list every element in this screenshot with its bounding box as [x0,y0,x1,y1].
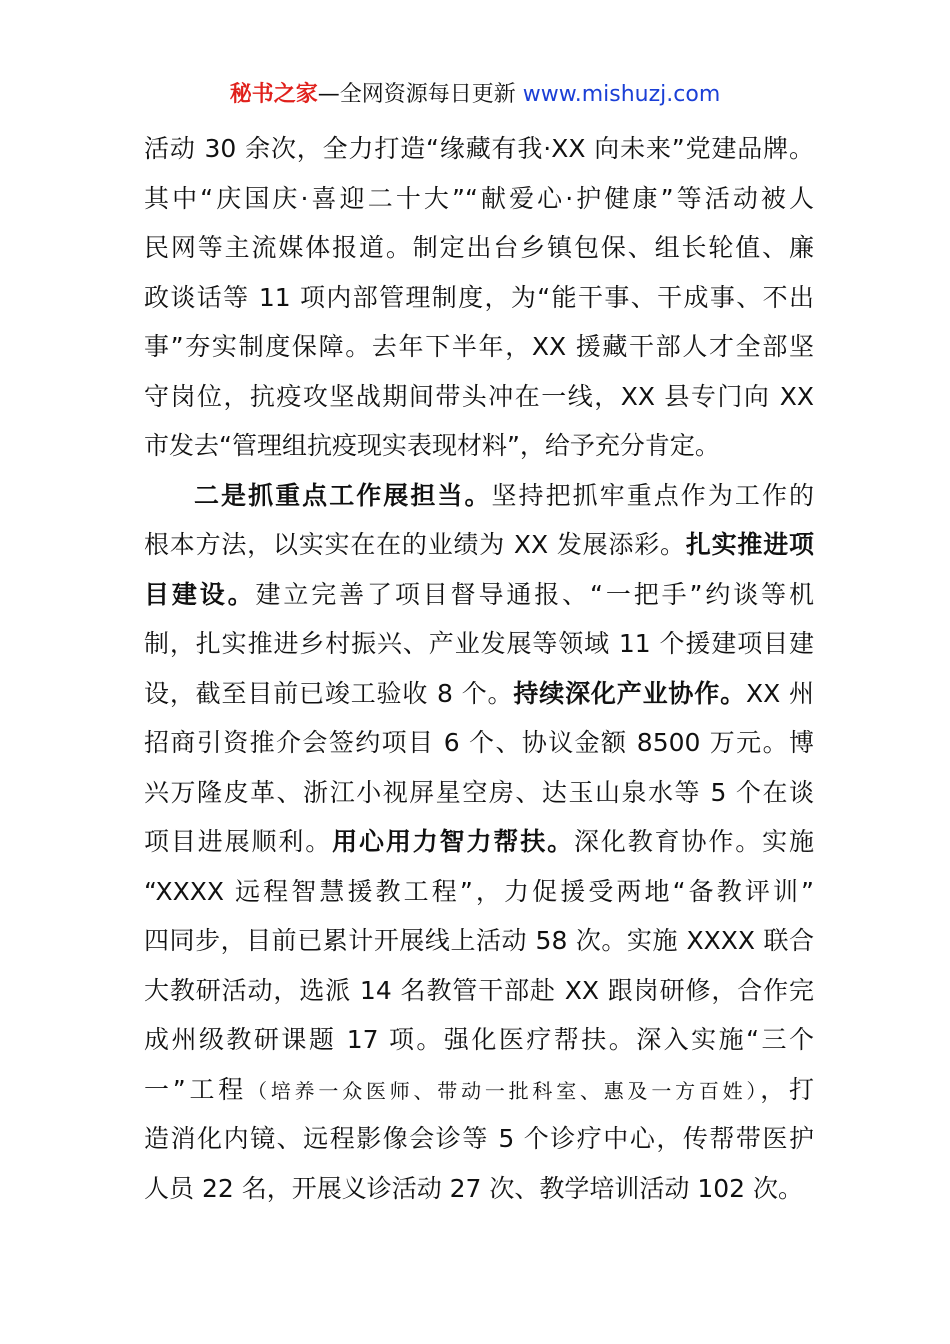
text-segment: 四同步，目前已累计开展线上活动 58 次。实施 XXXX 联合 [144,926,814,955]
brand-name: 秘书之家 [229,82,318,107]
bold-phrase: 用心用力智力帮扶。 [332,827,574,856]
text-segment: 坚持把抓牢重点作为工作的 [491,480,814,510]
bold-phrase: 扎实推进项 [685,530,814,559]
text-segment: 其中“庆国庆·喜迎二十大”“献爱心·护健康”等活动被人 [144,183,814,213]
text-segment: 兴万隆皮革、浙江小视屏星空房、达玉山泉水等 5 个在谈 [144,777,814,807]
parenthetical-note: （培养一众医师、带动一批科室、惠及一方百姓） [247,1078,761,1103]
site-header [0,78,950,112]
text-segment: 制，扎实推进乡村振兴、产业发展等领域 11 个援建项目建 [144,629,814,658]
text-line [144,124,814,174]
text-line [144,372,814,422]
bold-phrase: 持续深化产业协作。 [513,678,746,708]
text-segment: 成州级教研课题 17 项。强化医疗帮扶。深入实施“三个 [144,1025,814,1054]
text-segment: 政谈话等 11 项内部管理制度，为“能干事、干成事、不出 [144,282,814,312]
text-line [144,1164,814,1214]
text-segment: 深化教育协作。实施 [573,827,814,856]
header-tagline: —全网资源每日更新 [317,82,516,107]
text-line [144,273,814,323]
text-segment: XX 州 [745,678,814,708]
text-segment: 造消化内镜、远程影像会诊等 5 个诊疗中心，传帮带医护 [144,1124,814,1153]
text-line [144,421,814,471]
text-segment: 一”工程 [144,1074,248,1104]
text-segment: 人员 22 名，开展义诊活动 27 次、教学培训活动 102 次。 [144,1173,804,1203]
text-line [144,619,814,669]
text-segment: 事”夯实制度保障。去年下半年，XX 援藏干部人才全部坚 [144,332,814,361]
text-line [144,174,814,224]
bold-phrase: 二是抓重点工作展担当。 [194,480,492,510]
text-segment: 活动 30 余次，全力打造“缘藏有我·XX 向未来”党建品牌。 [144,134,814,163]
text-segment: 项目进展顺利。 [144,827,333,856]
site-url[interactable]: www.mishuzj.com [515,82,721,107]
text-line [144,1114,814,1164]
text-line [144,322,814,372]
text-line [144,223,814,273]
document-body [144,124,814,1213]
text-line [144,718,814,768]
text-line [144,867,814,917]
bold-phrase: 目建设。 [144,579,256,609]
text-segment: 守岗位，抗疫攻坚战期间带头冲在一线，XX 县专门向 XX [144,381,814,411]
text-line [144,570,814,620]
text-segment: 根本方法，以实实在在的业绩为 XX 发展添彩。 [144,530,686,559]
text-segment: ，打 [760,1074,814,1104]
text-segment: 大教研活动，选派 14 名教管干部赴 XX 跟岗研修，合作完 [144,975,814,1005]
text-line [144,1065,814,1115]
text-segment: “XXXX 远程智慧援教工程”，力促援受两地“备教评训” [144,876,814,906]
text-segment: 设，截至目前已竣工验收 8 个。 [144,678,514,708]
text-segment: 建立完善了项目督导通报、“一把手”约谈等机 [255,579,814,609]
text-segment: 市发去“管理组抗疫现实表现材料”，给予充分肯定。 [144,431,720,460]
text-segment: 招商引资推介会签约项目 6 个、协议金额 8500 万元。博 [144,728,814,757]
text-line [144,768,814,818]
text-line [144,1015,814,1065]
paragraph-first-line [144,471,814,521]
text-line [144,520,814,570]
text-line [144,669,814,719]
text-segment: 民网等主流媒体报道。制定出台乡镇包保、组长轮值、廉 [144,233,814,262]
text-line [144,916,814,966]
text-line [144,817,814,867]
text-line [144,966,814,1016]
